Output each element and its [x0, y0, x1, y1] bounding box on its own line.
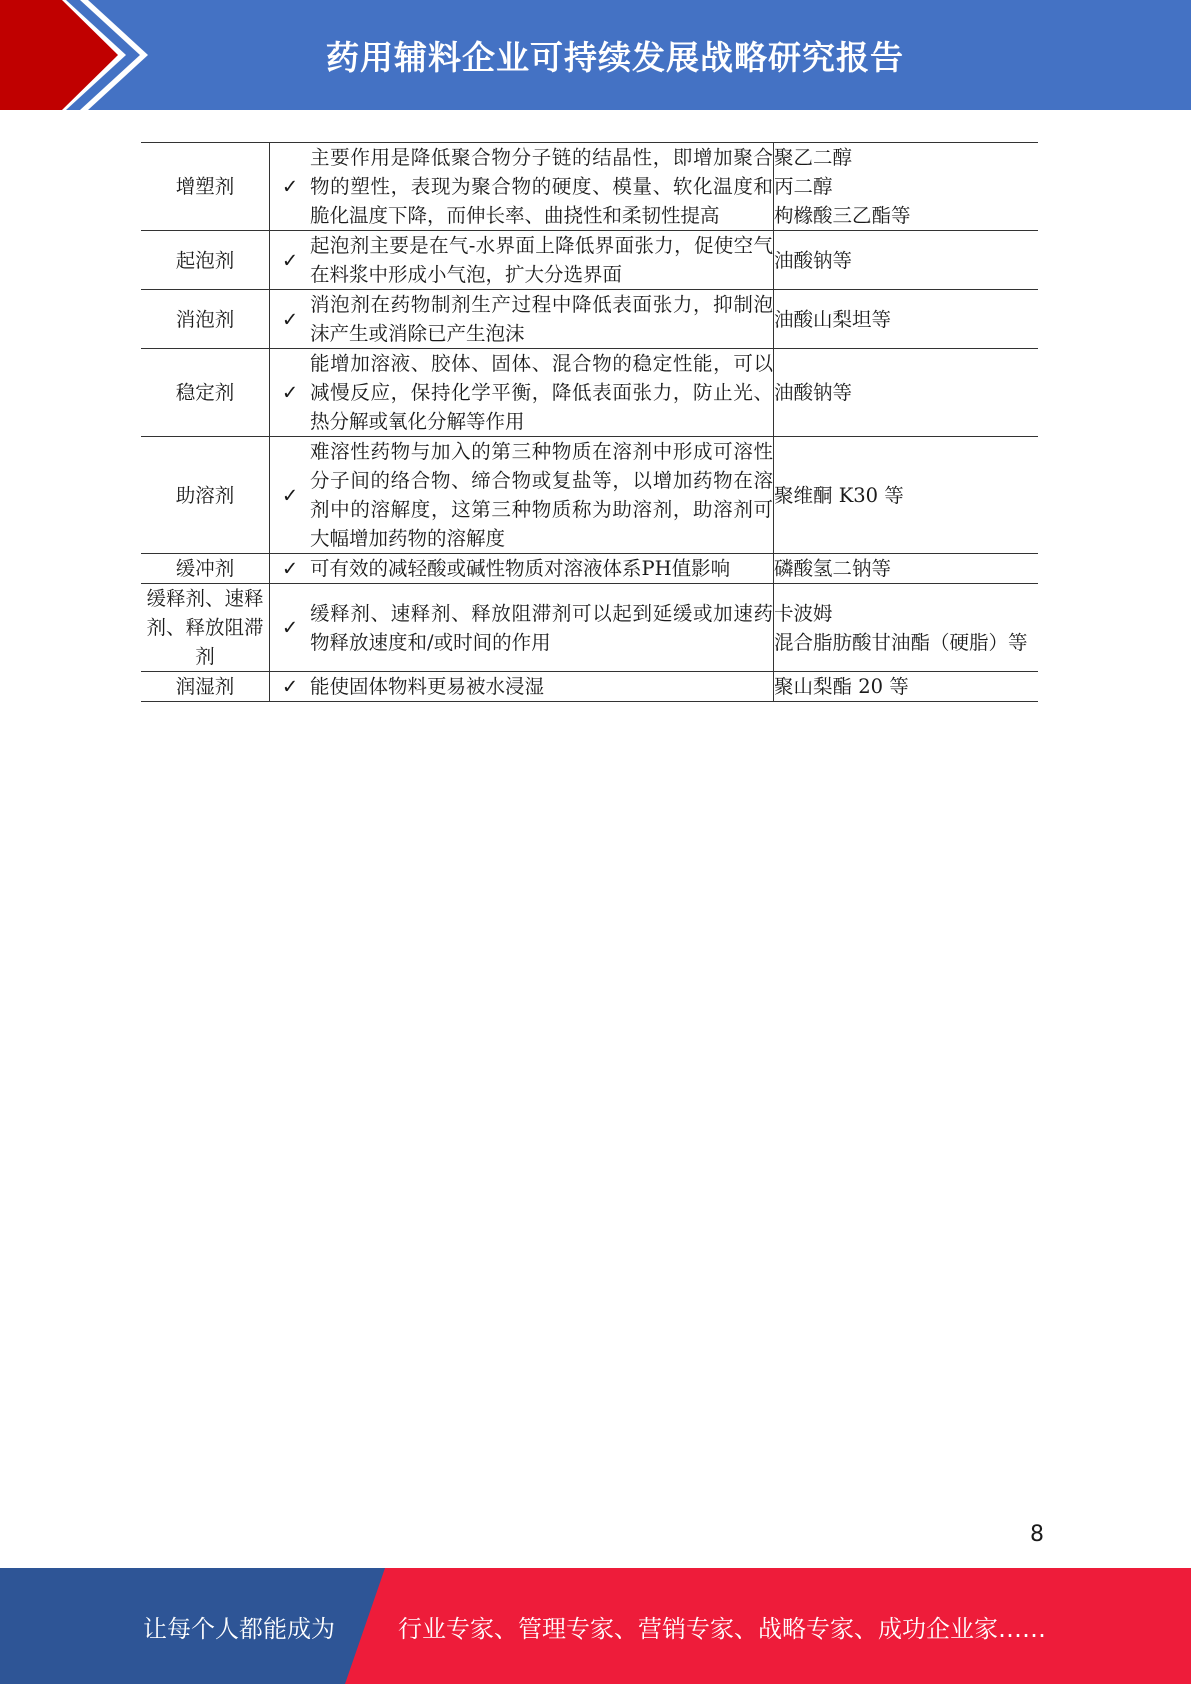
- example-item: 油酸钠等: [774, 248, 853, 272]
- table-row: [141, 554, 1038, 584]
- excipient-name: 缓冲剂: [141, 554, 270, 584]
- example-item: 卡波姆: [774, 601, 833, 625]
- example-item: 混合脂肪酸甘油酯（硬脂）等: [774, 630, 1028, 654]
- excipient-examples: [774, 554, 1039, 584]
- excipient-name: 增塑剂: [141, 143, 270, 231]
- excipient-description: 消泡剂在药物制剂生产过程中降低表面张力，抑制泡沫产生或消除已产生泡沫: [310, 290, 774, 349]
- example-item: 油酸钠等: [774, 381, 853, 404]
- excipient-description: 能使固体物料更易被水浸湿: [310, 672, 774, 702]
- table-row: [141, 349, 1038, 437]
- excipient-name: 助溶剂: [141, 437, 270, 554]
- check-mark-icon: ✓: [270, 143, 311, 231]
- footer-slogan-left: 让每个人都能成为: [143, 1614, 335, 1643]
- check-mark-icon: ✓: [270, 672, 311, 702]
- check-mark-icon: ✓: [270, 437, 311, 554]
- excipient-examples: [774, 584, 1039, 672]
- table-row: [141, 290, 1038, 349]
- excipient-examples: [774, 437, 1039, 554]
- excipient-examples: [774, 672, 1039, 702]
- header-banner: [0, 0, 1191, 110]
- excipient-examples: [774, 349, 1039, 437]
- excipient-examples: [774, 143, 1039, 231]
- page-number: 8: [1030, 1522, 1044, 1547]
- table-row: [141, 672, 1038, 702]
- excipient-name: 稳定剂: [141, 349, 270, 437]
- example-item: 聚乙二醇: [774, 146, 853, 169]
- check-mark-icon: ✓: [270, 584, 311, 672]
- excipient-name: 缓释剂、速释剂、释放阻滞剂: [141, 584, 270, 672]
- excipient-description: 能增加溶液、胶体、固体、混合物的稳定性能，可以减慢反应，保持化学平衡，降低表面张力，防止光、热分解或氧化分解等作用: [310, 349, 774, 437]
- table-row: [141, 437, 1038, 554]
- excipient-name: 润湿剂: [141, 672, 270, 702]
- table-row: [141, 143, 1038, 231]
- report-title: 药用辅料企业可持续发展战略研究报告: [326, 37, 904, 77]
- table-row: [141, 231, 1038, 290]
- example-item: 油酸山梨坦等: [774, 307, 892, 331]
- footer-banner: [0, 1568, 1191, 1684]
- excipient-table: [141, 142, 1038, 702]
- excipient-description: 起泡剂主要是在气-水界面上降低界面张力，促使空气在料浆中形成小气泡，扩大分选界面: [310, 231, 774, 290]
- footer-slogan-right: 行业专家、管理专家、营销专家、战略专家、成功企业家……: [398, 1614, 1046, 1643]
- example-item: 聚山梨酯 20 等: [774, 675, 909, 698]
- excipient-examples: [774, 231, 1039, 290]
- example-item: 丙二醇: [774, 175, 833, 198]
- example-item: 聚维酮 K30 等: [774, 483, 904, 507]
- table-row: [141, 584, 1038, 672]
- excipient-description: 可有效的减轻酸或碱性物质对溶液体系PH值影响: [310, 554, 774, 584]
- excipient-name: 起泡剂: [141, 231, 270, 290]
- check-mark-icon: ✓: [270, 349, 311, 437]
- check-mark-icon: ✓: [270, 231, 311, 290]
- excipient-name: 消泡剂: [141, 290, 270, 349]
- check-mark-icon: ✓: [270, 290, 311, 349]
- excipient-description: 主要作用是降低聚合物分子链的结晶性，即增加聚合物的塑性，表现为聚合物的硬度、模量、软化温度和脆化温度下降，而伸长率、曲挠性和柔韧性提高: [310, 143, 774, 231]
- example-item: 枸橼酸三乙酯等: [774, 204, 911, 227]
- excipient-description: 难溶性药物与加入的第三种物质在溶剂中形成可溶性分子间的络合物、缔合物或复盐等，以增加药物在溶剂中的溶解度，这第三种物质称为助溶剂，助溶剂可大幅增加药物的溶解度: [310, 437, 774, 554]
- excipient-examples: [774, 290, 1039, 349]
- example-item: 磷酸氢二钠等: [774, 557, 892, 580]
- check-mark-icon: ✓: [270, 554, 311, 584]
- excipient-description: 缓释剂、速释剂、释放阻滞剂可以起到延缓或加速药物释放速度和/或时间的作用: [310, 584, 774, 672]
